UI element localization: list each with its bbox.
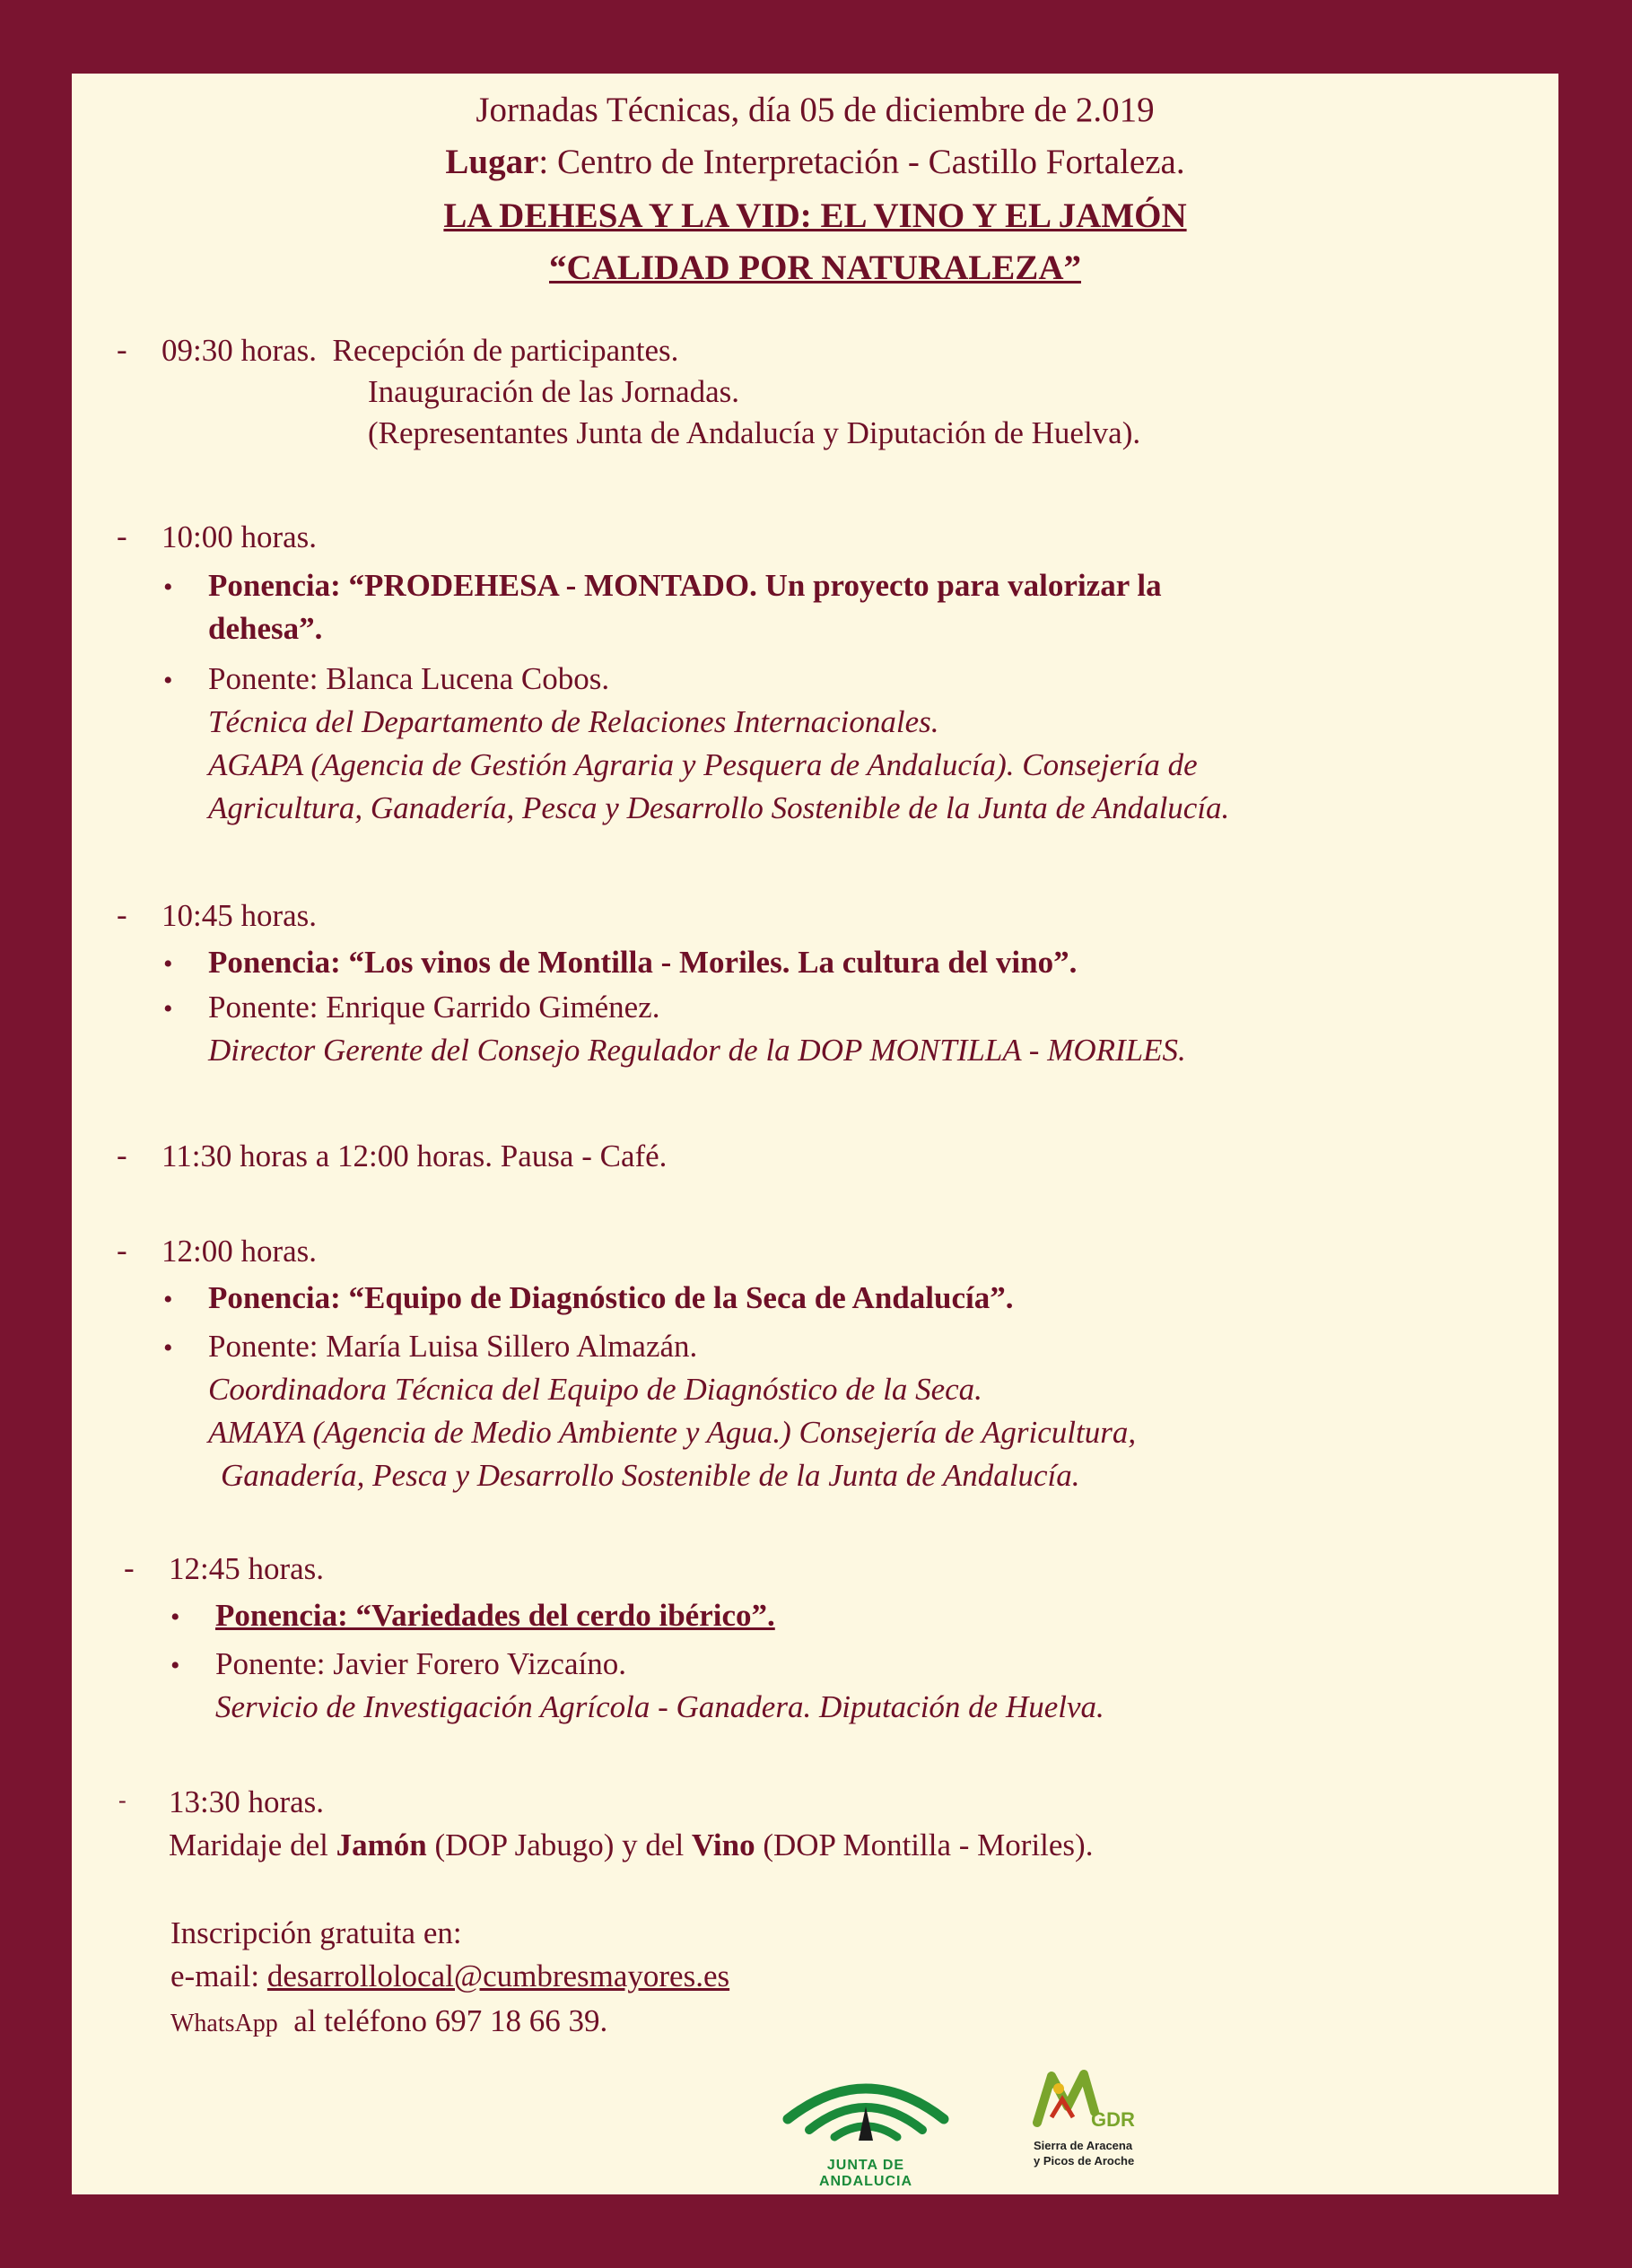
ponente-role: Técnica del Departamento de Relaciones Internacionales. [208,704,939,739]
ponencia-title: Ponencia: “PRODEHESA - MONTADO. Un proyecto para valorizar la [208,568,1162,603]
gdr-logo-text: GDR [1091,2108,1135,2131]
event-date-line: Jornadas Técnicas, día 05 de diciembre de 2.019 [476,91,1155,129]
bullet-marker: • [163,1333,173,1363]
junta-logo-caption: JUNTA DE ANDALUCIA [818,2158,913,2189]
ponencia-title: Ponencia: “Los vinos de Montilla - Moriles. La cultura del vino”. [208,945,1078,980]
coffee-break: 11:30 horas a 12:00 horas. Pausa - Café. [161,1138,668,1173]
dash-marker: - [117,519,127,554]
document-page [72,74,1558,2194]
gdr-logo [1032,2067,1166,2184]
event-title: LA DEHESA Y LA VID: EL VINO Y EL JAMÓN [443,196,1187,235]
ponencia-title: Ponencia: “Variedades del cerdo ibérico”. [215,1598,775,1633]
bullet-marker: • [163,666,173,695]
pairing-part: Maridaje del [169,1827,336,1862]
registration-title: Inscripción gratuita en: [170,1915,462,1950]
venue-line [72,142,1558,182]
session-time-1000: 10:00 horas. [161,519,318,554]
email-label: e-mail: [170,1958,267,1993]
ponencia-title: Ponencia: “Equipo de Diagnóstico de la Seca de Andalucía”. [208,1280,1014,1315]
whatsapp-phone: al teléfono 697 18 66 39. [277,2003,608,2038]
session-time-1245: 12:45 horas. [169,1551,325,1586]
pairing-ham: Jamón [336,1827,427,1862]
bullet-marker: • [170,1602,180,1632]
gdr-logo-subtitle: Sierra de Aracena [1034,2139,1133,2152]
dash-marker: - [117,332,127,367]
registration-email-line [170,1958,729,1995]
session-time-1200: 12:00 horas. [161,1234,318,1269]
ponente-agency-cont: Ganadería, Pesca y Desarrollo Sostenible de la Junta de Andalucía. [221,1458,1080,1493]
email-link[interactable]: desarrollolocal@cumbresmayores.es [266,1958,730,1993]
pairing-wine: Vino [691,1827,755,1862]
pairing-part: (DOP Montilla - Moriles). [755,1827,1094,1862]
pairing-text [169,1827,1093,1864]
junta-emblem-icon [781,2063,951,2153]
reception-text: Recepción de participantes. [332,333,679,368]
ponente-name: Ponente: Blanca Lucena Cobos. [208,661,610,696]
bullet-marker: • [163,994,173,1024]
inauguration-text: Inauguración de las Jornadas. [368,374,740,409]
ponente-role: Servicio de Investigación Agrícola - Ganadera. Diputación de Huelva. [215,1689,1104,1724]
venue-value: : Centro de Interpretación - Castillo Fortaleza. [538,143,1185,181]
junta-andalucia-logo [781,2063,951,2189]
representatives-text: (Representantes Junta de Andalucía y Diputación de Huelva). [368,415,1141,450]
registration-whatsapp-line [170,2002,607,2040]
venue-label: Lugar [445,143,539,181]
ponente-agency-cont: Agricultura, Ganadería, Pesca y Desarrollo Sostenible de la Junta de Andalucía. [208,790,1230,825]
pairing-part: (DOP Jabugo) y del [426,1827,692,1862]
ponente-agency: AGAPA (Agencia de Gestión Agraria y Pesquera de Andalucía). Consejería de [208,747,1198,782]
session-time-0930 [161,332,678,370]
event-subtitle: “CALIDAD POR NATURALEZA” [549,249,1081,287]
bullet-marker: • [163,949,173,979]
dash-marker: - [117,897,127,932]
bullet-marker: • [163,1285,173,1314]
whatsapp-label: WhatsApp [170,2010,278,2037]
time-text: 09:30 horas. [161,333,318,368]
ponencia-title-cont: dehesa”. [208,611,323,646]
bullet-marker: • [170,1651,180,1680]
ponente-name: Ponente: María Luisa Sillero Almazán. [208,1329,698,1364]
ponente-name: Ponente: Enrique Garrido Giménez. [208,990,660,1025]
ponente-role: Director Gerente del Consejo Regulador de la DOP MONTILLA - MORILES. [208,1033,1186,1068]
ponente-agency: AMAYA (Agencia de Medio Ambiente y Agua.) Consejería de Agricultura, [208,1415,1137,1450]
dash-marker: - [117,1233,127,1268]
dash-marker: - [124,1550,135,1585]
session-time-1045: 10:45 horas. [161,898,318,933]
gdr-logo-subtitle-2: y Picos de Aroche [1034,2154,1135,2168]
ponente-role: Coordinadora Técnica del Equipo de Diagnóstico de la Seca. [208,1372,982,1407]
dash-marker: - [118,1787,127,1813]
dash-marker: - [117,1138,127,1173]
bullet-marker: • [163,572,173,602]
session-time-1330: 13:30 horas. [169,1784,325,1819]
ponente-name: Ponente: Javier Forero Vizcaíno. [215,1646,626,1681]
